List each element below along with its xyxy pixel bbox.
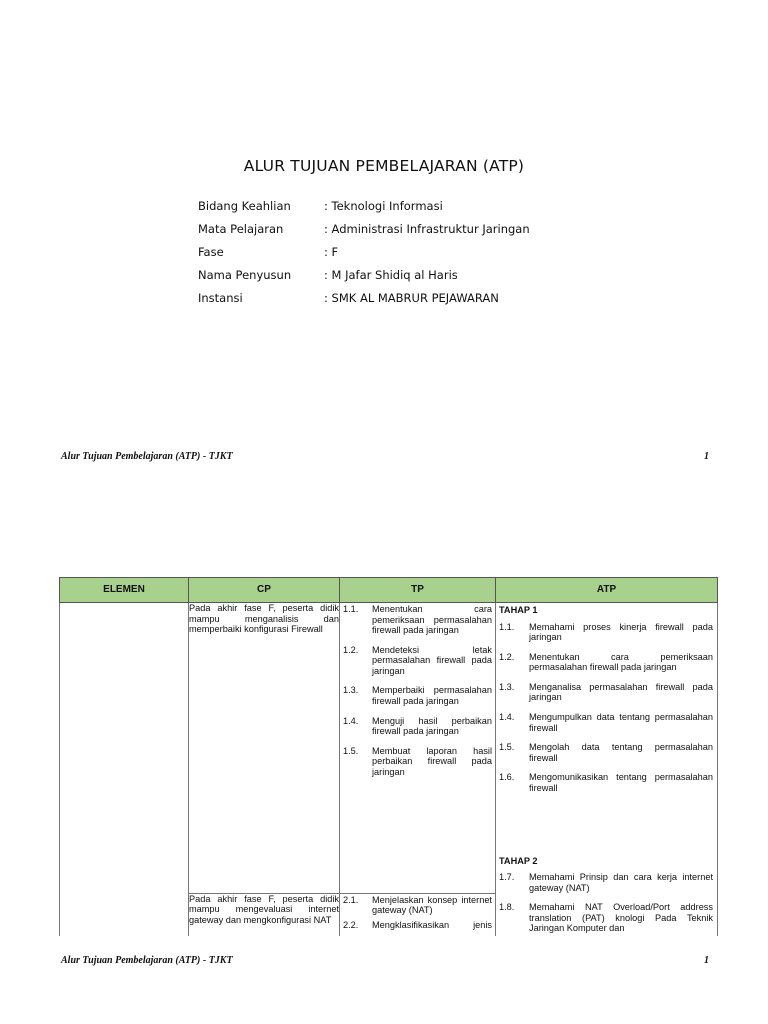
meta-label: Fase [198,245,224,259]
item-number: 1.5. [343,745,359,756]
page-title: ALUR TUJUAN PEMBELAJARAN (ATP) [243,157,525,175]
item-text: Menganalisa permasalahan firewall pada jaringan [529,681,713,703]
item-number: 1.7. [499,872,515,883]
item-number: 1.8. [499,902,515,913]
meta-row-mapel [198,222,530,245]
list-item [340,920,495,931]
cell-tp [340,893,496,936]
cell-cp: Pada akhir fase F, peserta didik mampu mengevaluasi internet gateway dan mengkonfigurasi NAT [189,893,340,936]
list-item [496,622,717,643]
footer-page-number: 1 [704,451,709,462]
list-item [340,746,495,778]
item-number: 2.2. [343,919,359,930]
footer-page-number: 1 [704,955,709,966]
item-number: 1.2. [499,651,515,662]
list-item [496,742,717,763]
item-number: 2.1. [343,894,359,905]
header-elemen: ELEMEN [60,578,189,603]
meta-row-penyusun [198,268,530,291]
list-item [496,712,717,733]
list-item [496,902,717,934]
meta-value: : M Jafar Shidiq al Haris [324,268,458,282]
item-number: 1.3. [343,685,359,696]
page-footer [61,451,709,462]
item-text: Mengolah data tentang permasalahan firewall [529,742,713,763]
meta-label: Nama Penyusun [198,268,292,282]
item-text: Mengumpulkan data tentang permasalahan firewall [529,712,713,733]
item-text: Mendeteksi letak permasalahan firewall pada jaringan [372,644,492,676]
page-footer [61,955,709,966]
list-item [340,604,495,636]
meta-label: Bidang Keahlian [198,199,291,213]
meta-row-bidang [198,199,530,222]
header-cp: CP [189,578,340,603]
meta-value: : Administrasi Infrastruktur Jaringan [324,222,530,236]
list-item [496,652,717,673]
header-atp: ATP [496,578,718,603]
table-header-row [60,578,718,603]
item-text: Memahami Prinsip dan cara kerja internet gateway (NAT) [529,872,713,893]
footer-text: Alur Tujuan Pembelajaran (ATP) - TJKT [61,955,233,966]
footer-text: Alur Tujuan Pembelajaran (ATP) - TJKT [61,451,233,462]
header-tp: TP [340,578,496,603]
item-number: 1.1. [343,604,359,614]
item-number: 1.4. [499,712,515,723]
meta-label: Mata Pelajaran [198,222,284,236]
cell-elemen [60,603,189,936]
list-item [496,772,717,793]
tahap-heading: TAHAP 2 [499,855,538,866]
meta-value: : SMK AL MABRUR PEJAWARAN [324,291,499,305]
meta-row-fase [198,245,530,268]
item-text: Mengklasifikasikan jenis [372,919,492,930]
item-number: 1.1. [499,621,515,632]
item-number: 1.2. [343,644,359,655]
cell-atp [496,603,718,936]
meta-label: Instansi [198,291,243,305]
item-text: Memperbaiki permasalahan firewall pada jaringan [372,685,492,707]
list-item [496,872,717,893]
item-text: Memahami NAT Overload/Port address translation (PAT) knologi Pada Teknik Jaringan Komputer dan [529,902,713,934]
item-text: Menguji hasil perbaikan firewall pada jaringan [372,715,492,737]
tahap-heading: TAHAP 1 [499,605,538,615]
list-item [340,645,495,677]
item-text: Menjelaskan konsep internet gateway (NAT) [372,894,492,916]
list-item [340,716,495,737]
item-number: 1.4. [343,715,359,726]
list-item [340,685,495,706]
document-meta [198,199,530,314]
item-text: Menentukan cara pemeriksaan permasalahan firewall pada jaringan [529,651,713,673]
item-text: Menentukan cara pemeriksaan permasalahan firewall pada jaringan [372,604,492,636]
meta-row-instansi [198,291,530,314]
item-text: Mengomunikasikan tentang permasalahan firewall [529,772,713,793]
item-text: Memahami proses kinerja firewall pada jaringan [529,621,713,643]
meta-value: : Teknologi Informasi [324,199,443,213]
table-row [60,603,718,894]
meta-value: : F [324,245,339,259]
cell-tp [340,603,496,894]
item-number: 1.6. [499,772,515,783]
item-number: 1.5. [499,742,515,753]
list-item [496,682,717,703]
item-text: Membuat laporan hasil perbaikan firewall pada jaringan [372,745,492,777]
item-number: 1.3. [499,681,515,692]
cell-cp: Pada akhir fase F, peserta didik mampu menganalisis dan memperbaiki konfigurasi Firewall [189,603,340,894]
list-item [340,895,495,916]
atp-table [59,577,718,936]
